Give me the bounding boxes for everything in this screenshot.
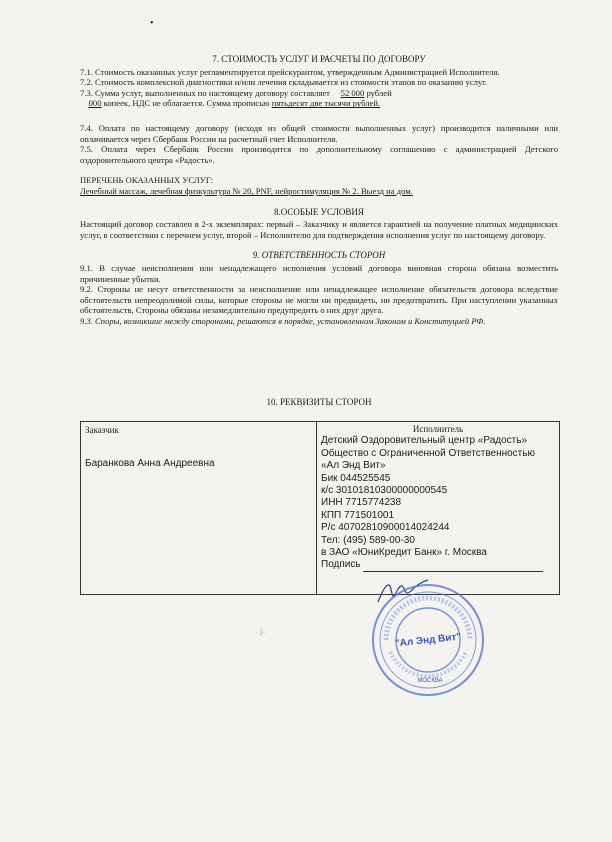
clause-7-3-text-a: 7.3. Сумма услуг, выполненных по настоящему договору составляет — [80, 87, 330, 98]
clause-7-1: 7.1. Стоимость оказанных услуг регламентируется прейскурантом, утвержденным Администрацией Исполнителя. — [80, 66, 500, 77]
executor-bik: Бик 044525545 — [321, 472, 391, 484]
executor-ks: к/с 30101810300000000545 — [321, 485, 448, 497]
clause-9-1: 9.1. В случае неисполнения или ненадлежащего исполнения условий договора виновная сторона обязана возместить причиненные убытки. — [80, 262, 558, 284]
executor-org: Детский Оздоровительный центр «Радость» — [321, 435, 528, 447]
sum-amount: 52 000 — [340, 87, 365, 98]
contract-body — [80, 54, 558, 326]
executor-inn: ИНН 7715774238 — [321, 497, 402, 509]
executor-rs: Р/с 40702810900014024244 — [321, 522, 450, 534]
requisites-table — [80, 421, 560, 595]
executor-name: «Ал Энд Вит» — [321, 460, 386, 472]
clause-7-5: 7.5. Оплата через Сбербанк России производится по дополнительному соглашению с администрацией Детского оздоровительного центра «Радость». — [80, 144, 558, 165]
clause-7-2: 7.2. Стоимость комплексной диагностики и/или лечения складывается из стоимости этапов по оказанию услуг. — [80, 77, 487, 88]
clause-9-2: 9.2. Стороны не несут ответственности за неисполнение или ненадлежащее исполнение обязательств договора вследствие обстоятельств непреодолимой силы, которые стороны не могли ни предвидеть, ни предотвратить. При наступлении указанных обстоятельств, Стороны обязаны незамедлительно предупредить о них друг друга. — [80, 284, 558, 316]
clause-7-3 — [80, 88, 558, 109]
signature-row — [321, 559, 555, 571]
section8-title: 8.ОСОБЫЕ УСЛОВИЯ — [274, 206, 364, 217]
executor-form: Общество с Ограниченной Ответственностью — [321, 447, 535, 459]
executor-kpp: КПП 771501001 — [321, 509, 395, 521]
sum-words: пятьдесят две тысячи рублей. — [271, 98, 381, 109]
signature-label: Подпись — [321, 559, 361, 571]
section7-title: 7. СТОИМОСТЬ УСЛУГ И РАСЧЕТЫ ПО ДОГОВОРУ — [212, 54, 426, 64]
services-title: ПЕРЕЧЕНЬ ОКАЗАННЫХ УСЛУГ: — [80, 175, 214, 186]
customer-label: Заказчик — [85, 425, 119, 435]
seal-bottom-text: МОСКВА — [417, 678, 443, 684]
mark-dot: • — [150, 18, 154, 29]
services-list: Лечебный массаж, лечебная физкультура № 20, PNF, нейростимуляция № 2. Выезд на дом. — [80, 185, 413, 196]
clause-9-3: 9.3. Споры, возникшие между сторонами, решаются в порядке, установленном Законом и Конституцией РФ. — [80, 315, 486, 326]
executor-tel: Тел: (495) 589-00-30 — [321, 534, 415, 546]
customer-name: Баранкова Анна Андреевна — [85, 458, 215, 469]
executor-label: Исполнитель — [412, 424, 464, 434]
clause-7-4: 7.4. Оплата по настоящему договору (исходя из общей стоимости выполненных услуг) производится наличными или оплачивается через Сбербанк России на расчетный счет Исполнителя. — [80, 122, 558, 144]
clause-7-3-text-c: копеек, НДС не облагается. Сумма прописью — [103, 98, 270, 109]
company-seal — [370, 582, 486, 698]
sum-kopecks: 000 — [88, 98, 102, 109]
clause-8-1: Настоящий договор составлен в 2-х экземплярах: первый – Заказчику и является гарантией на получение платных медицинских услуг, в соответствии с перечнем услуг, второй – Исполнителю для подтверждения исполнения услуг по настоящему договору. — [80, 219, 558, 240]
section9-title: 9. ОТВЕТСТВЕННОСТЬ СТОРОН — [252, 250, 386, 261]
customer-column — [81, 422, 317, 594]
executor-column — [317, 422, 559, 594]
section10-title: 10. РЕКВИЗИТЫ СТОРОН — [266, 397, 372, 407]
executor-bank: в ЗАО «ЮниКредит Банк» г. Москва — [321, 547, 487, 559]
signature-line — [363, 571, 543, 572]
seal-center-text: "Ал Энд Вит" — [394, 631, 462, 650]
clause-7-3-text-b: рублей — [366, 87, 392, 98]
page-number: -3- — [256, 628, 266, 637]
